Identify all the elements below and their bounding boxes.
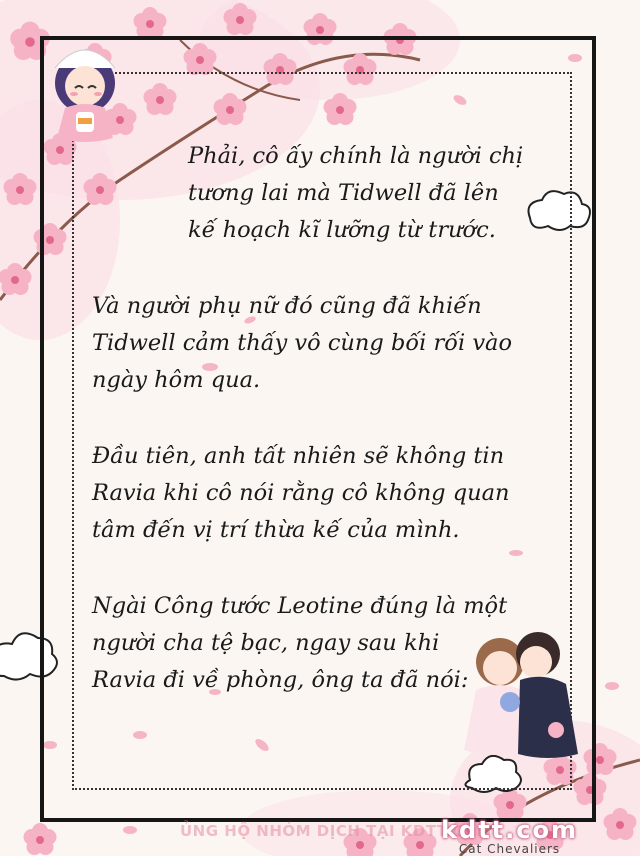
brand-site: kdtt.com [441, 816, 578, 844]
watermark-text: ỦNG HỘ NHÓM DỊCH TẠI KDTT.COM [180, 822, 492, 840]
text-line: tâm đến vị trí thừa kế của mình. [92, 517, 460, 543]
text-line: Phải, cô ấy chính là người chị [188, 143, 524, 169]
brand-group: Cat Chevaliers [458, 842, 561, 856]
text-line: Đầu tiên, anh tất nhiên sẽ không tin [92, 443, 505, 469]
text-line: Và người phụ nữ đó cũng đã khiến [92, 293, 482, 319]
text-line: ngày hôm qua. [92, 367, 261, 393]
text-line: kế hoạch kĩ lưỡng từ trước. [188, 217, 496, 243]
paragraph-2 [92, 288, 562, 399]
paragraph-4 [92, 588, 562, 699]
story-text [92, 138, 562, 738]
paragraph-1 [188, 138, 562, 249]
text-line: người cha tệ bạc, ngay sau khi [92, 630, 440, 656]
text-line: Ravia khi cô nói rằng cô không quan [92, 480, 510, 506]
text-line: Ravia đi về phòng, ông ta đã nói: [92, 667, 469, 693]
text-line: tương lai mà Tidwell đã lên [188, 180, 499, 206]
paragraph-3 [92, 438, 562, 549]
text-line: Ngài Công tước Leotine đúng là một [92, 593, 508, 619]
brand-logo [441, 818, 578, 856]
chibi-maid-illustration [40, 28, 130, 148]
text-line: Tidwell cảm thấy vô cùng bối rối vào [92, 330, 513, 356]
